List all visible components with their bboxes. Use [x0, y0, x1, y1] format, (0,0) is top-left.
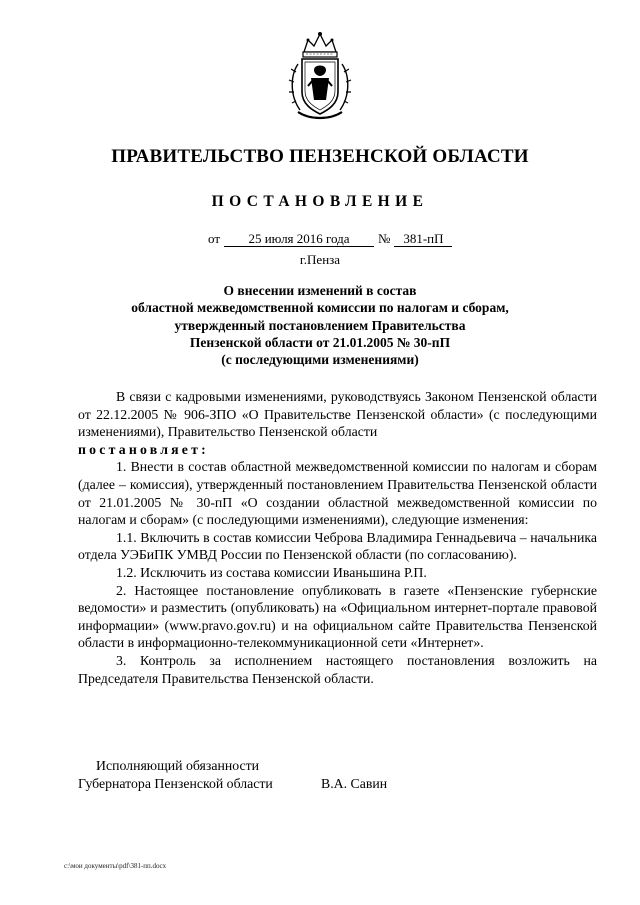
- item-1-1: 1.1. Включить в состав комиссии Чеброва Владимира Геннадьевича – начальника отдела УЭБиПК УМВД России по Пензенской области (по согласованию).: [78, 529, 597, 563]
- signatory-position-line-1: Исполняющий обязанности: [96, 758, 259, 773]
- decree-word: постановляет:: [78, 441, 209, 457]
- government-title: ПРАВИТЕЛЬСТВО ПЕНЗЕНСКОЙ ОБЛАСТИ: [111, 146, 529, 167]
- coat-of-arms-icon: [286, 30, 354, 122]
- item-2: 2. Настоящее постановление опубликовать в газете «Пензенские губернские ведомости» и разместить (опубликовать) на «Официальном интернет-портале правовой информации» (www.pravo.gov.ru) и на официальном сайте Правительства Пензенской области в информационно-телекоммуникационной сети «Интернет».: [78, 582, 597, 651]
- document-subject: [0, 282, 640, 368]
- document-body: [78, 388, 597, 687]
- decree-word-paragraph: [78, 441, 597, 459]
- item-1-2: 1.2. Исключить из состава комиссии Иваньшина Р.П.: [116, 564, 427, 580]
- document-type: ПОСТАНОВЛЕНИЕ: [211, 193, 429, 210]
- item-3: 3. Контроль за исполнением настоящего постановления возложить на Председателя Правительства Пензенской области.: [78, 652, 597, 686]
- document-number: 381-пП: [394, 231, 452, 247]
- subject-line: О внесении изменений в состав: [223, 283, 417, 298]
- document-city: г.Пенза: [299, 252, 341, 267]
- item-1: 1. Внести в состав областной межведомственной комиссии по налогам и сборам (далее – комиссия), утвержденный постановлением Правительства Пензенской области от 21.01.2005 № 30-пП «О создании областной межведомственной комиссии по налогам и сборам» (с последующими изменениями), следующие изменения:: [78, 459, 597, 528]
- signatory-position-line-2: Губернатора Пензенской области: [78, 776, 273, 791]
- signatory-name: В.А. Савин: [321, 776, 388, 791]
- subject-line: областной межведомственной комиссии по налогам и сборам,: [131, 300, 509, 316]
- subject-line: утвержденный постановлением Правительства: [174, 317, 466, 333]
- file-path-footer: c:\мои документы\pdf\381-пп.docx: [64, 862, 167, 870]
- date-number-line: [208, 231, 452, 247]
- subject-line: Пензенской области от 21.01.2005 № 30-пП: [189, 334, 451, 350]
- date-prefix: от: [208, 231, 221, 246]
- number-prefix: №: [378, 231, 391, 246]
- intro-paragraph: В связи с кадровыми изменениями, руководствуясь Законом Пензенской области от 22.12.2005 № 906-ЗПО «О Правительстве Пензенской области» (с последующими изменениями), Правительство Пензенской области: [78, 389, 597, 440]
- subject-line: (с последующими изменениями): [221, 352, 419, 368]
- document-date: 25 июля 2016 года: [224, 231, 374, 247]
